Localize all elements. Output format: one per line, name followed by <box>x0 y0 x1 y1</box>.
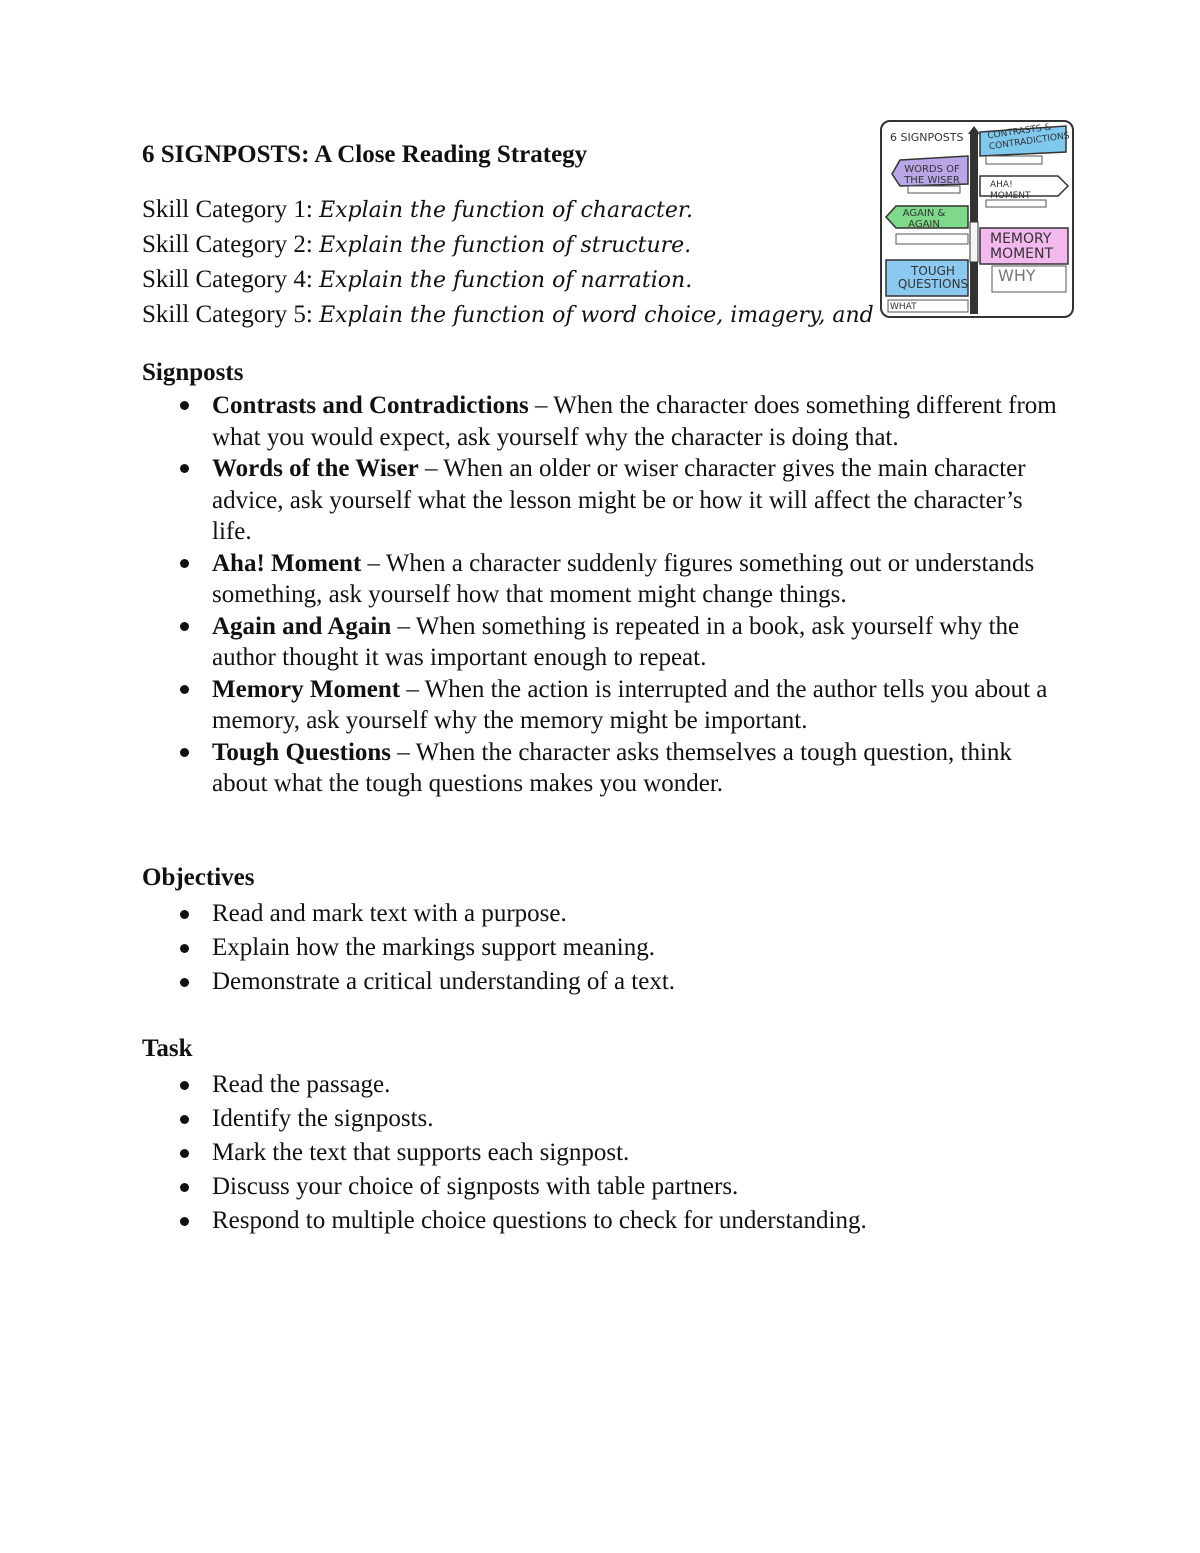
list-item <box>142 611 1062 674</box>
list-item: Discuss your choice of signposts with table partners. <box>142 1170 1062 1204</box>
poster-label-what: WHAT <box>890 302 917 312</box>
signpost-term: Words of the Wiser <box>212 455 419 482</box>
skill-description: Explain the function of character. <box>319 198 693 223</box>
task-heading: Task <box>142 1035 193 1062</box>
list-item <box>142 674 1062 737</box>
skill-category-1 <box>142 193 874 228</box>
skill-categories <box>142 193 874 333</box>
signpost-description: – When the action is interrupted and the author tells you about a memory, ask yourself why the memory might be important. <box>212 675 1048 734</box>
skill-label: Skill Category 5: <box>142 301 313 328</box>
signpost-term: Again and Again <box>212 612 392 640</box>
task-list <box>142 1068 1062 1238</box>
poster-label-memory: MEMORY MOMENT <box>990 231 1054 262</box>
skill-category-4 <box>142 263 874 298</box>
list-item <box>142 453 1062 548</box>
signpost-term: Memory Moment <box>212 675 401 703</box>
pole-top <box>968 126 980 134</box>
signposts-list <box>142 390 1062 800</box>
signposts-heading: Signposts <box>142 359 244 386</box>
skill-label: Skill Category 4: <box>142 266 313 293</box>
poster-label-aha: AHA! MOMENT <box>990 180 1031 201</box>
sign-contrasts-sub <box>986 156 1042 164</box>
skill-description: Explain the function of structure. <box>319 233 692 258</box>
poster-label-wiser: WORDS OF THE WISER <box>904 164 960 186</box>
poster-label-again: AGAIN & AGAIN <box>902 208 946 230</box>
skill-category-2 <box>142 228 874 263</box>
signposts-poster-image <box>880 120 1074 318</box>
sign-wiser-sub <box>908 186 960 193</box>
poster-label-contrasts: CONTRASTS & CONTRADICTIONS <box>986 122 1071 153</box>
objectives-list <box>142 897 1062 999</box>
objectives-heading: Objectives <box>142 864 255 891</box>
signpost-description: – When something is repeated in a book, ask yourself why the author thought it was important enough to repeat. <box>212 612 1020 671</box>
skill-description: Explain the function of word choice, imagery, and <box>319 303 874 328</box>
list-item: Respond to multiple choice questions to check for understanding. <box>142 1204 1062 1238</box>
skill-description: Explain the function of narration. <box>319 268 693 293</box>
signpost-description: – When an older or wiser character gives the main character advice, ask yourself what the lesson might be or how it will affect the character’s life. <box>212 455 1026 545</box>
skill-category-5 <box>142 298 874 333</box>
list-item <box>142 390 1062 453</box>
list-item <box>142 737 1062 800</box>
list-item: Read the passage. <box>142 1068 1062 1102</box>
list-item: Read and mark text with a purpose. <box>142 897 1062 931</box>
signpost-term: Contrasts and Contradictions <box>212 392 529 419</box>
page-title: 6 SIGNPOSTS: A Close Reading Strategy <box>142 141 588 168</box>
list-item: Mark the text that supports each signpost. <box>142 1136 1062 1170</box>
pole-stripe <box>970 222 978 262</box>
signpost-description: – When the character does something different from what you would expect, ask yourself why the character is doing that. <box>212 392 1057 451</box>
poster-title: 6 SIGNPOSTS <box>890 131 964 144</box>
list-item: Identify the signposts. <box>142 1102 1062 1136</box>
list-item: Explain how the markings support meaning. <box>142 931 1062 965</box>
sign-again-sub <box>896 234 968 244</box>
poster-label-why: WHY <box>998 266 1036 285</box>
skill-label: Skill Category 1: <box>142 196 313 223</box>
poster-label-tough: TOUGH QUESTIONS <box>897 264 969 291</box>
signpost-term: Tough Questions <box>212 738 392 766</box>
list-item <box>142 548 1062 611</box>
skill-label: Skill Category 2: <box>142 231 313 258</box>
signpost-term: Aha! Moment <box>212 549 362 577</box>
signpost-description: – When the character asks themselves a tough question, think about what the tough questions makes you wonder. <box>212 738 1012 797</box>
signpost-description: – When a character suddenly figures something out or understands something, ask yourself how that moment might change things. <box>212 549 1035 608</box>
list-item: Demonstrate a critical understanding of a text. <box>142 965 1062 999</box>
